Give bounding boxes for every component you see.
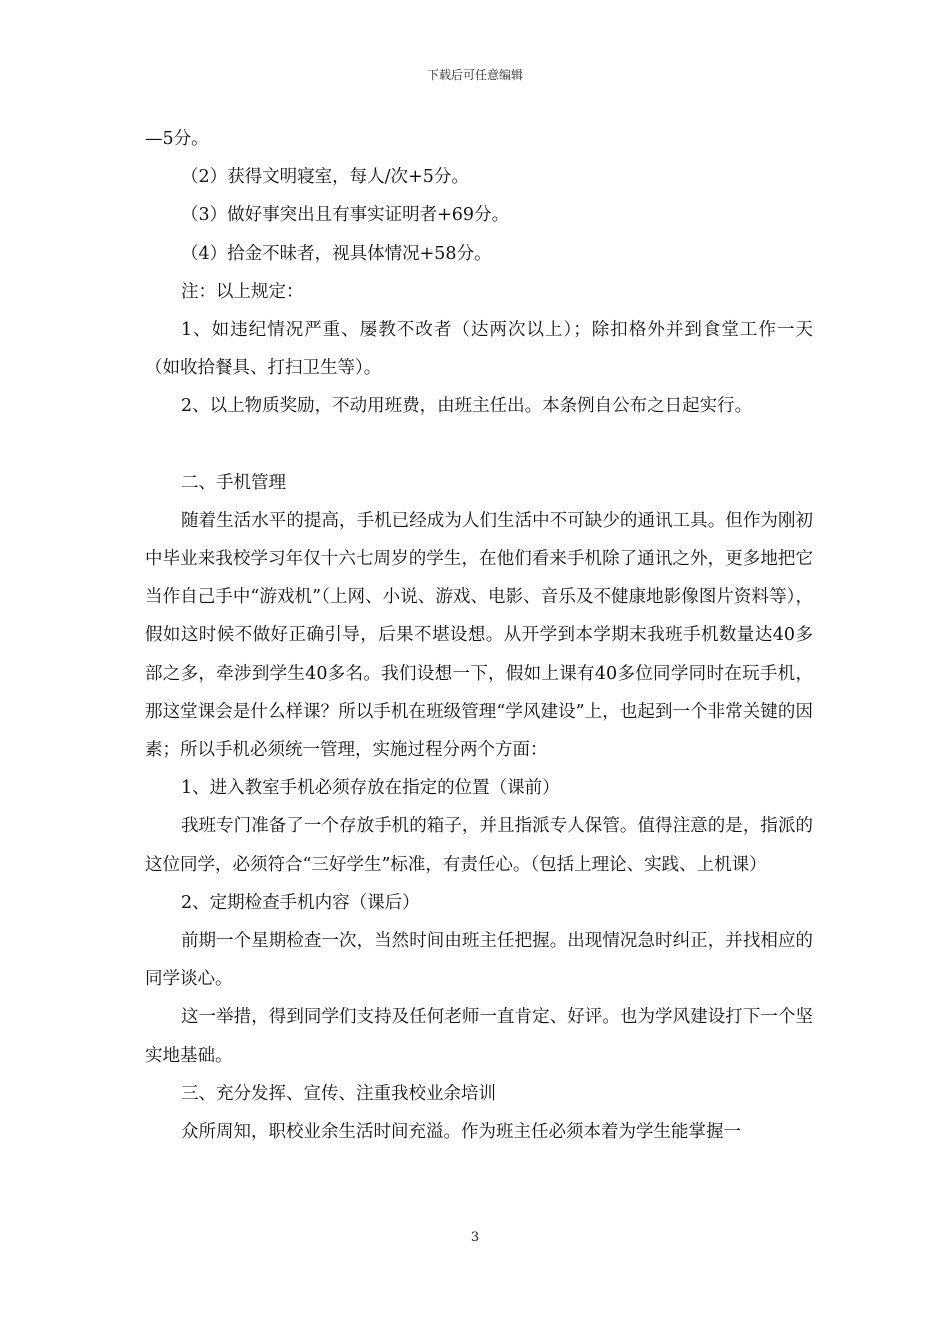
paragraph: 前期一个星期检查一次，当然时间由班主任把握。出现情况急时纠正，并找相应的同学谈心。 <box>145 931 813 990</box>
document-body <box>145 120 813 1151</box>
section-heading: 三、充分发挥、宣传、注重我校业余培训 <box>181 1083 496 1104</box>
paragraph: 众所周知，职校业余生活时间充溢。作为班主任必须本着为学生能掌握一 <box>181 1122 741 1143</box>
paragraph: 随着生活水平的提高，手机已经成为人们生活中不可缺少的通讯工具。但作为刚初中毕业来我校学习年仅十六七周岁的学生，在他们看来手机除了通讯之外，更多地把它当作自己手中“游戏机”（上网、小说、游戏、电影、音乐及不健康地影像图片资料等），假如这时候不做好正确引导，后果不堪设想。从开学到本学期末我班手机数量达40多部之多，牵涉到学生40多名。我们设想一下，假如上课有40多位同学同时在玩手机，那这堂课会是什么样课？所以手机在班级管理“学风建设”上，也起到一个非常关键的因素；所以手机必须统一管理，实施过程分两个方面： <box>145 510 813 761</box>
blank-line <box>145 426 813 464</box>
page-header: 下载后可任意编辑 <box>426 68 523 82</box>
subsection-heading: 2、定期检查手机内容（课后） <box>181 892 420 913</box>
list-item: （2）获得文明寝室，每人/次+5分。 <box>181 167 469 188</box>
note-heading: 注：以上规定： <box>181 281 304 302</box>
subsection-heading: 1、进入教室手机必须存放在指定的位置（课前） <box>181 778 560 799</box>
paragraph: 这一举措，得到同学们支持及任何老师一直肯定、好评。也为学风建设打下一个坚实地基础。 <box>145 1007 813 1066</box>
paragraph: —5分。 <box>145 129 209 149</box>
note-item: 1、如违纪情况严重、屡教不改者（达两次以上）；除扣格外并到食堂工作一天（如收拾餐具、打扫卫生等）。 <box>145 320 813 379</box>
note-item: 2、以上物质奖励，不动用班费，由班主任出。本条例自公布之日起实行。 <box>181 396 753 417</box>
list-item: （3）做好事突出且有事实证明者+69分。 <box>181 205 510 226</box>
page-number: 3 <box>470 1230 480 1245</box>
paragraph: 我班专门准备了一个存放手机的箱子，并且指派专人保管。值得注意的是，指派的这位同学，必须符合“三好学生”标准，有责任心。（包括上理论、实践、上机课） <box>145 816 813 875</box>
section-heading: 二、手机管理 <box>181 472 286 493</box>
list-item: （4）拾金不昧者，视具体情况+58分。 <box>181 243 492 264</box>
